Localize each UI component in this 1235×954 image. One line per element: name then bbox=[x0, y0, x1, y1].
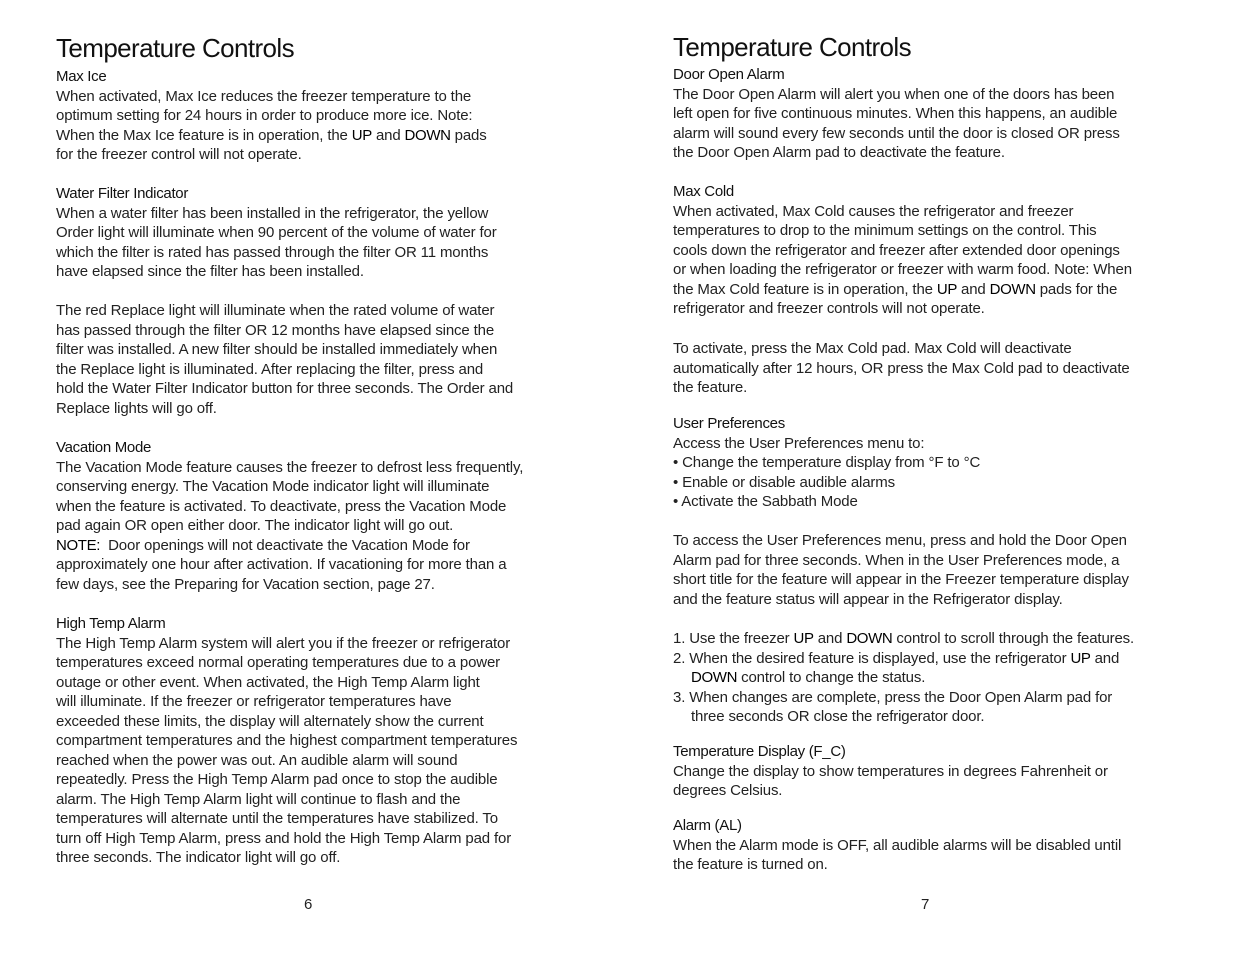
section-max-cold-activate bbox=[673, 339, 1193, 398]
section-heading-max-cold: Max Cold bbox=[673, 183, 734, 200]
body-line: three seconds. The indicator light will go off. bbox=[56, 849, 341, 866]
body-line: short title for the feature will appear in the Freezer temperature display bbox=[673, 571, 1129, 588]
body-line: The red Replace light will illuminate when the rated volume of water bbox=[56, 302, 495, 319]
body-line: compartment temperatures and the highest compartment temperatures bbox=[56, 732, 518, 749]
body-line: When a water filter has been installed in the refrigerator, the yellow bbox=[56, 204, 489, 222]
numbered-step bbox=[673, 629, 1193, 649]
section-heading-max-ice: Max Ice bbox=[56, 68, 107, 85]
up-pad-label: UP bbox=[793, 630, 814, 647]
body-text: and bbox=[371, 126, 405, 144]
section-water-filter-replace bbox=[56, 301, 566, 418]
section-heading-high-temp-alarm: High Temp Alarm bbox=[56, 615, 166, 632]
body-text: control to scroll through the features. bbox=[892, 630, 1135, 647]
body-line: the feature. bbox=[673, 379, 748, 396]
section-water-filter bbox=[56, 184, 566, 282]
body-line: the Door Open Alarm pad to deactivate the feature. bbox=[673, 144, 1005, 161]
body-line: left open for five continuous minutes. When this happens, an audible bbox=[673, 105, 1118, 122]
body-line: Order light will illuminate when 90 percent of the volume of water for bbox=[56, 224, 497, 241]
section-heading-water-filter: Water Filter Indicator bbox=[56, 185, 189, 202]
body-line: Change the display to show temperatures in degrees Fahrenheit or bbox=[673, 762, 1108, 780]
down-pad-label: DOWN bbox=[691, 669, 738, 686]
body-text: pads bbox=[450, 126, 487, 144]
section-vacation-mode bbox=[56, 438, 566, 594]
body-line: outage or other event. When activated, the High Temp Alarm light bbox=[56, 673, 480, 691]
section-heading-vacation-mode: Vacation Mode bbox=[56, 439, 152, 456]
section-high-temp-alarm bbox=[56, 614, 566, 868]
body-line: When activated, Max Ice reduces the freezer temperature to the bbox=[56, 87, 472, 105]
body-text: and bbox=[813, 630, 847, 647]
section-heading-door-open-alarm: Door Open Alarm bbox=[673, 66, 785, 83]
page-title: Temperature Controls bbox=[56, 33, 294, 63]
section-heading-user-preferences: User Preferences bbox=[673, 415, 785, 432]
bullet-item: • Change the temperature display from °F to °C bbox=[673, 454, 981, 471]
up-pad-label: UP bbox=[1070, 649, 1091, 667]
body-line: turn off High Temp Alarm, press and hold the High Temp Alarm pad for bbox=[56, 829, 512, 847]
body-line: The Door Open Alarm will alert you when one of the doors has been bbox=[673, 85, 1115, 103]
body-line: pad again OR open either door. The indicator light will go out. bbox=[56, 517, 454, 534]
body-text: When the Max Ice feature is in operation, the bbox=[56, 126, 352, 144]
body-line: will illuminate. If the freezer or refrigerator temperatures have bbox=[56, 693, 452, 710]
body-line: When the Alarm mode is OFF, all audible alarms will be disabled until bbox=[673, 836, 1122, 854]
body-line: approximately one hour after activation. If vacationing for more than a bbox=[56, 556, 507, 573]
note-label: NOTE: bbox=[56, 536, 101, 554]
body-text: 1. Use the freezer bbox=[673, 630, 794, 647]
section-user-preferences bbox=[673, 414, 1193, 512]
body-text: and bbox=[957, 280, 990, 298]
body-line: Alarm pad for three seconds. When in the User Preferences mode, a bbox=[673, 551, 1120, 569]
body-line: has passed through the filter OR 12 months have elapsed since the bbox=[56, 321, 495, 339]
page-title: Temperature Controls bbox=[673, 32, 911, 62]
body-line: few days, see the Preparing for Vacation section, page 27. bbox=[56, 575, 435, 593]
section-door-open-alarm bbox=[673, 65, 1193, 163]
section-alarm bbox=[673, 816, 1193, 875]
body-line: exceeded these limits, the display will alternately show the current bbox=[56, 712, 484, 730]
body-line bbox=[56, 126, 566, 146]
up-pad-label: UP bbox=[936, 280, 957, 298]
section-heading-alarm: Alarm (AL) bbox=[673, 817, 742, 834]
body-line: alarm will sound every few seconds until the door is closed OR press bbox=[673, 124, 1120, 142]
bullet-item: • Activate the Sabbath Mode bbox=[673, 493, 858, 510]
section-heading-temperature-display: Temperature Display (F_C) bbox=[673, 743, 846, 760]
section-temperature-display bbox=[673, 742, 1193, 801]
bullet-item: • Enable or disable audible alarms bbox=[673, 473, 895, 491]
section-user-preferences-access bbox=[673, 531, 1193, 609]
numbered-step: 3. When changes are complete, press the Door Open Alarm pad for bbox=[673, 688, 1113, 706]
numbered-step bbox=[673, 649, 1193, 669]
body-line: cools down the refrigerator and freezer after extended door openings bbox=[673, 241, 1120, 259]
down-pad-label: DOWN bbox=[989, 280, 1036, 298]
body-text: pads for the bbox=[1035, 280, 1118, 298]
body-text: control to change the status. bbox=[737, 669, 926, 686]
body-line: temperatures will alternate until the temperatures have stabilized. To bbox=[56, 810, 498, 827]
body-line: repeatedly. Press the High Temp Alarm pad once to stop the audible bbox=[56, 771, 498, 788]
body-text: the Max Cold feature is in operation, the bbox=[673, 280, 937, 298]
body-line: To activate, press the Max Cold pad. Max Cold will deactivate bbox=[673, 340, 1072, 357]
down-pad-label: DOWN bbox=[846, 630, 893, 647]
body-line: when the feature is activated. To deactivate, press the Vacation Mode bbox=[56, 497, 507, 515]
numbered-step-continued bbox=[673, 668, 1193, 688]
body-line: hold the Water Filter Indicator button for three seconds. The Order and bbox=[56, 380, 514, 397]
body-line: or when loading the refrigerator or freezer with warm food. Note: When bbox=[673, 261, 1132, 278]
body-line: When activated, Max Cold causes the refrigerator and freezer bbox=[673, 202, 1074, 220]
page-number: 6 bbox=[304, 896, 313, 913]
down-pad-label: DOWN bbox=[404, 126, 451, 144]
page-number: 7 bbox=[921, 896, 930, 913]
body-line: for the freezer control will not operate. bbox=[56, 146, 302, 163]
body-line: degrees Celsius. bbox=[673, 782, 783, 799]
body-line: automatically after 12 hours, OR press the Max Cold pad to deactivate bbox=[673, 359, 1130, 377]
up-pad-label: UP bbox=[351, 126, 372, 144]
body-line: Replace lights will go off. bbox=[56, 399, 217, 417]
body-line: temperatures exceed normal operating temperatures due to a power bbox=[56, 654, 500, 671]
body-text: and bbox=[1090, 649, 1120, 667]
body-line: temperatures to drop to the minimum settings on the control. This bbox=[673, 222, 1097, 239]
body-line: reached when the power was out. An audible alarm will sound bbox=[56, 751, 458, 769]
body-line: To access the User Preferences menu, press and hold the Door Open bbox=[673, 532, 1127, 549]
body-line: alarm. The High Temp Alarm light will continue to flash and the bbox=[56, 790, 461, 808]
body-line: and the feature status will appear in the Refrigerator display. bbox=[673, 590, 1063, 608]
body-line: filter was installed. A new filter should be installed immediately when bbox=[56, 341, 498, 358]
body-line: The Vacation Mode feature causes the freezer to defrost less frequently, bbox=[56, 458, 524, 476]
numbered-step-continued: three seconds OR close the refrigerator door. bbox=[691, 708, 985, 725]
body-line: conserving energy. The Vacation Mode indicator light will illuminate bbox=[56, 478, 490, 495]
body-line: have elapsed since the filter has been installed. bbox=[56, 263, 364, 280]
body-text: Door openings will not deactivate the Vacation Mode for bbox=[100, 536, 470, 554]
body-line: which the filter is rated has passed through the filter OR 11 months bbox=[56, 243, 489, 261]
body-line: the Replace light is illuminated. After replacing the filter, press and bbox=[56, 360, 484, 378]
section-max-ice bbox=[56, 67, 566, 165]
body-line: Access the User Preferences menu to: bbox=[673, 434, 925, 452]
body-text: 2. When the desired feature is displayed, use the refrigerator bbox=[673, 649, 1071, 667]
body-line: optimum setting for 24 hours in order to produce more ice. Note: bbox=[56, 107, 473, 124]
body-line: The High Temp Alarm system will alert you if the freezer or refrigerator bbox=[56, 634, 511, 652]
body-line: refrigerator and freezer controls will not operate. bbox=[673, 300, 985, 317]
body-line bbox=[673, 280, 1193, 300]
section-max-cold bbox=[673, 182, 1193, 319]
section-user-preferences-steps bbox=[673, 629, 1193, 727]
body-line bbox=[56, 536, 566, 556]
body-line: the feature is turned on. bbox=[673, 856, 828, 873]
